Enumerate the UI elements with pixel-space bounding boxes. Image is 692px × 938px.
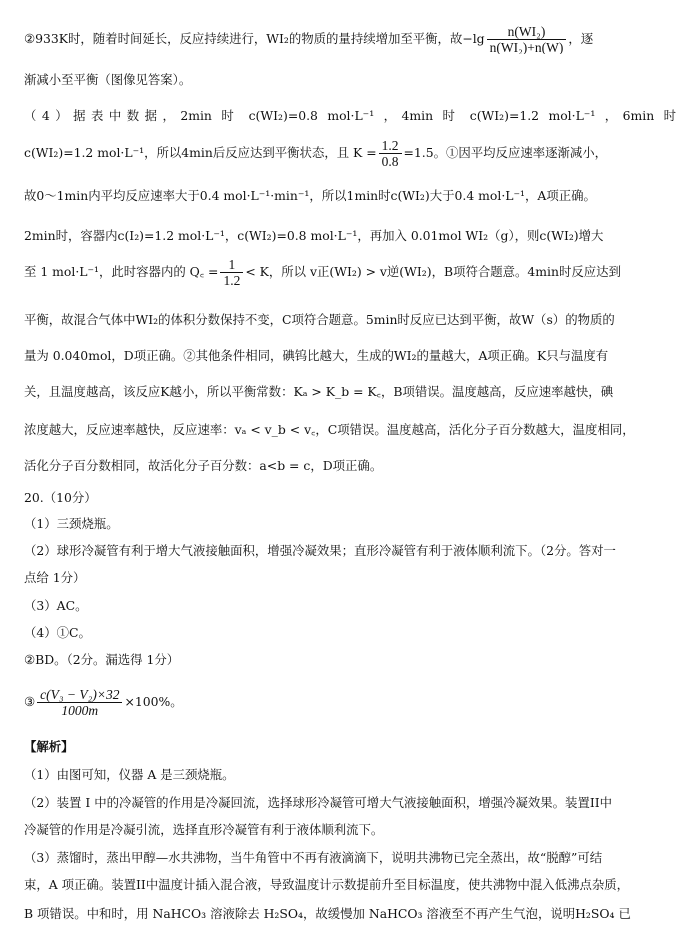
fraction-denominator: 0.8 [381,154,399,168]
paragraph-line: 2min时，容器内c(I₂)=1.2 mol·L⁻¹，c(WI₂)=0.8 mol·L⁻¹，再加入 0.01mol WI₂（g），则c(WI₂)增大 [24,228,604,243]
fraction-numerator: c(V₃ − V₂)×32 [37,687,122,703]
paragraph-line: 浓度越大，反应速率越快，反应速率：vₐ < v_b < v꜀，C项错误。温度越高，活化分子百分数越大，温度相同， [24,422,635,437]
fraction-numerator: 1 [220,257,243,273]
line-text: ②933K时，随着时间延长，反应持续进行，WI₂的物质的量持续增加至平衡，故−lg [24,31,485,46]
paragraph-line: 关，且温度越高，该反应K越小，所以平衡常数：Kₐ > K_b = K꜀，B项错误。温度越高，反应速率越快，碘 [24,384,614,399]
paragraph-line: ②BD。（2分。漏选得 1分） [24,652,180,667]
line-text: c(WI₂)=1.2 mol·L⁻¹，所以4min后反应达到平衡状态，且 K = [24,145,377,160]
paragraph-line: （1）由图可知，仪器 A 是三颈烧瓶。 [24,767,235,782]
paragraph-line: （1）三颈烧瓶。 [24,516,119,531]
paragraph-line: （4）①C。 [24,625,91,640]
paragraph-line: （2）装置 I 中的冷凝管的作用是冷凝回流，选择球形冷凝管可增大气液接触面积，增强冷凝效果。装置II中 [24,795,613,810]
fraction-formula [37,687,122,718]
paragraph-line: （2）球形冷凝管有利于增大气液接触面积，增强冷凝效果；直形冷凝管有利于液体顺利流下。（2分。答对一 [24,543,616,558]
fraction-denominator: 1000m [61,703,99,718]
line-text: ，逐 [568,31,594,46]
paragraph-line: 量为 0.040mol，D项正确。②其他条件相同，碘钨比越大，生成的WI₂的量越大，A项正确。K只与温度有 [24,348,609,363]
paragraph-line: （3）AC。 [24,598,88,613]
paragraph-line: 点给 1分） [24,570,86,585]
paragraph-line: 冷凝管的作用是冷凝引流，选择直形冷凝管有利于液体顺利流下。 [24,822,384,837]
paragraph-line: 渐减小至平衡（图像见答案）。 [24,72,192,87]
paragraph-line [24,138,676,168]
paragraph-line [24,24,676,54]
fraction-denominator: 1.2 [223,273,241,288]
fraction-numerator: n(WI₂) [487,24,567,40]
fraction-k [379,138,402,168]
question-heading: 20.（10分） [24,490,97,505]
line-text: ×100%。 [124,694,183,709]
fraction-qc [220,257,243,288]
paragraph-line: 束，A 项正确。装置II中温度计插入混合液，导致温度计示数提前升至目标温度，使共沸物中混入低沸点杂质， [24,877,630,892]
line-text: =1.5。①因平均反应速率逐渐减小， [403,145,608,160]
fraction-numerator: 1.2 [379,138,402,154]
paragraph-line: 活化分子百分数相同，故活化分子百分数：a<b = c，D项正确。 [24,458,383,473]
paragraph-line: （3）蒸馏时，蒸出甲醇—水共沸物，当牛角管中不再有液滴滴下，说明共沸物已完全蒸出，故“脱醇”可结 [24,850,603,865]
line-text: 至 1 mol·L⁻¹，此时容器内的 Q꜀ = [24,264,219,279]
line-text: ③ [24,694,36,709]
fraction-denominator: n(WI₂)+n(W) [489,40,564,54]
analysis-heading: 【解析】 [24,739,74,754]
fraction-ratio [487,24,567,54]
paragraph-line: 故0～1min内平均反应速率大于0.4 mol·L⁻¹·min⁻¹，所以1min时c(WI₂)大于0.4 mol·L⁻¹，A项正确。 [24,188,596,203]
paragraph-line: （4）据表中数据，2min 时 c(WI₂)=0.8 mol·L⁻¹ ，4min 时 c(WI₂)=1.2 mol·L⁻¹ ，6min 时 [24,108,676,123]
paragraph-line: 平衡，故混合气体中WI₂的体积分数保持不变，C项符合题意。5min时反应已达到平衡，故W（s）的物质的 [24,312,615,327]
paragraph-line [24,256,676,288]
paragraph-line: B 项错误。中和时，用 NaHCO₃ 溶液除去 H₂SO₄，故缓慢加 NaHCO₃ 溶液至不再产生气泡，说明H₂SO₄ 已 [24,906,631,921]
line-text: < K，所以 v正(WI₂) > v逆(WI₂)，B项符合题意。4min时反应达到 [245,264,621,279]
formula-line [24,682,676,722]
